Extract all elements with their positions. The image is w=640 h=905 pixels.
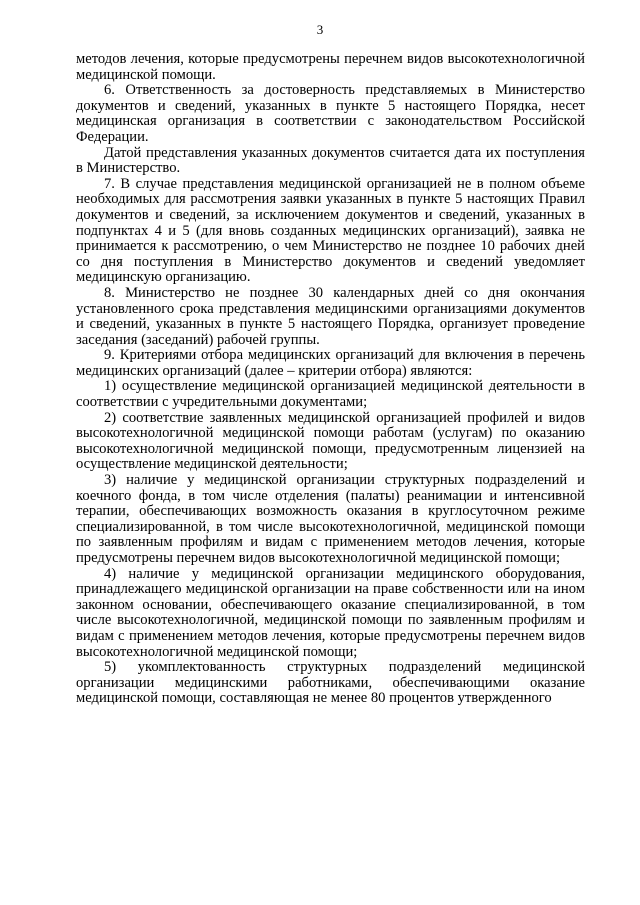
paragraph-item-9: 9. Критериями отбора медицинских организаций для включения в перечень медицинских организаций (далее – критерии отбора) являются: [76,347,585,379]
criteria-item-5: 5) укомплектованность структурных подразделений медицинской организации медицинскими работниками, обеспечивающими оказание медицинской помощи, составляющая не менее 80 процентов утвержденного [76,659,585,707]
paragraph-submission-date: Датой представления указанных документов считается дата их поступления в Министерство. [76,144,585,177]
document-body [76,52,585,707]
paragraph-item-6: 6. Ответственность за достоверность представляемых в Министерство документов и сведений, указанных в пункте 5 настоящего Порядка, несет медицинская организация в соответствии с законодательством Российской Федерации. [76,82,585,145]
criteria-item-1: 1) осуществление медицинской организацией медицинской деятельности в соответствии с учредительными документами; [76,378,585,411]
paragraph-continuation: методов лечения, которые предусмотрены перечнем видов высокотехнологичной медицинской помощи. [76,51,585,83]
criteria-item-2: 2) соответствие заявленных медицинской организацией профилей и видов высокотехнологичной медицинской помощи работам (услугам) по оказанию высокотехнологичной медицинской помощи, предусмотренным лицензией на осуществление медицинской деятельности; [76,409,585,473]
paragraph-item-7: 7. В случае представления медицинской организацией не в полном объеме необходимых для рассмотрения заявки указанных в пункте 5 настоящих Правил документов и сведений, за исключением документов и сведений, указанных в подпунктах 4 и 5 (для вновь созданных медицинских организаций), заявка не принимается к рассмотрению, о чем Министерство не позднее 10 рабочих дней со дня поступления в Министерство документов и сведений уведомляет медицинскую организацию. [76,175,585,286]
criteria-item-4: 4) наличие у медицинской организации медицинского оборудования, принадлежащего медицинской организации на праве собственности или на ином законном основании, обеспечивающего оказание специализированной, в том числе высокотехнологичной, медицинской помощи по заявленным профилям и видам с применением методов лечения, которые предусмотрены перечнем видов высокотехнологичной медицинской помощи; [76,565,585,660]
paragraph-item-8: 8. Министерство не позднее 30 календарных дней со дня окончания установленного срока представления медицинскими организациями документов и сведений, указанных в пункте 5 настоящего Порядка, организует проведение заседания (заседаний) рабочей группы. [76,284,585,348]
page-number: 3 [316,22,324,37]
criteria-item-3: 3) наличие у медицинской организации структурных подразделений и коечного фонда, в том числе отделения (палаты) реанимации и интенсивной терапии, обеспечивающих возможность оказания в круглосуточном режиме специализированной, в том числе высокотехнологичной, медицинской помощи по заявленным профилям и видам с применением методов лечения, которые предусмотрены перечнем видов высокотехнологичной медицинской помощи; [76,472,585,566]
